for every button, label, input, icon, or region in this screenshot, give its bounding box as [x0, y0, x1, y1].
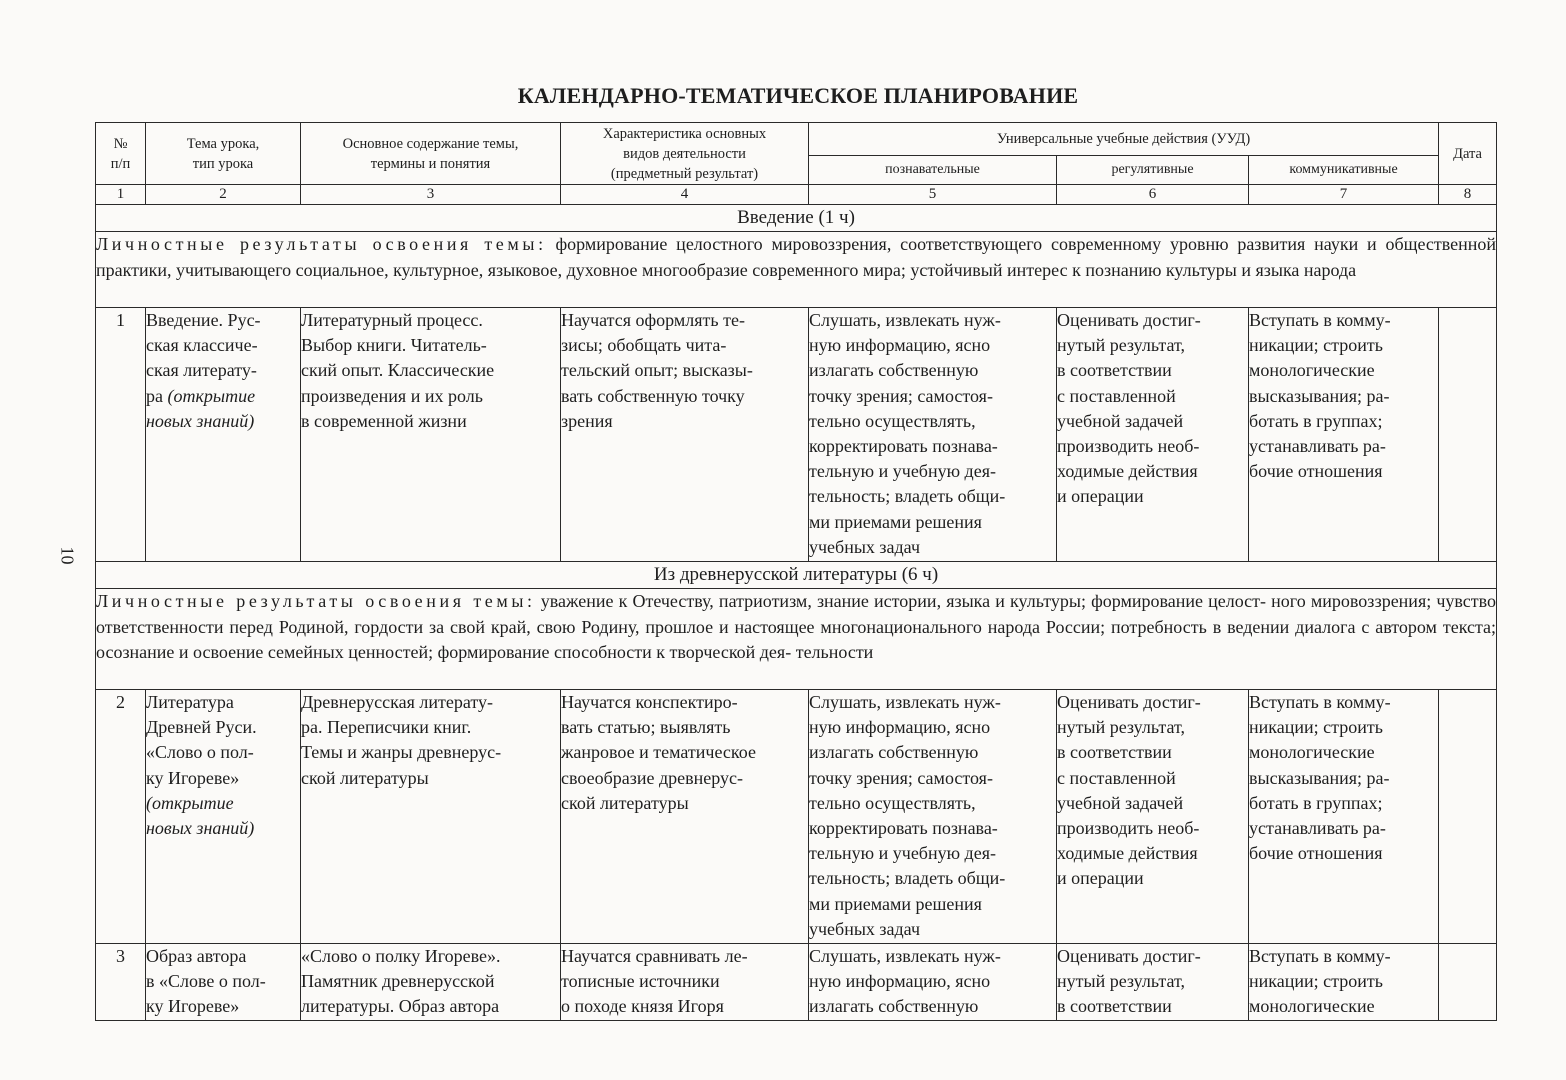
header-topic — [146, 123, 301, 185]
communicative-line: высказывания; ра- — [1249, 385, 1390, 406]
regulatory-line: учебной задачей — [1057, 792, 1184, 813]
content-line: Литературный процесс. — [301, 310, 483, 330]
activity-line: зрения — [561, 410, 613, 431]
personal-results-label: Личностные результаты освоения темы: — [96, 591, 536, 611]
regulatory-line: с поставленной — [1057, 767, 1176, 788]
column-number: 6 — [1057, 185, 1249, 205]
column-number: 3 — [301, 185, 561, 205]
topic-line: ку Игореве» — [146, 767, 240, 788]
topic-line: ра — [146, 385, 168, 406]
communicative-line: бочие отношения — [1249, 461, 1383, 482]
content-line: ской литературы — [301, 767, 429, 788]
communicative-line: Вступать в комму- — [1249, 310, 1391, 330]
header-cognitive: познавательные — [809, 156, 1057, 185]
lesson-content — [301, 944, 561, 1021]
activity-line: ской литературы — [561, 792, 689, 813]
personal-results-text: к познанию культуры и языка народа — [1072, 259, 1357, 280]
content-line: ра. Переписчики книг. — [301, 717, 472, 738]
topic-line: Образ автора — [146, 946, 247, 966]
lesson-cognitive — [809, 944, 1057, 1021]
header-activity-line: видов деятельности — [623, 145, 746, 162]
column-number: 1 — [96, 185, 146, 205]
communicative-line: ботать в группах; — [1249, 410, 1383, 431]
activity-line: Научатся конспектиро- — [561, 692, 738, 712]
lesson-row — [96, 308, 1497, 562]
content-line: в современной жизни — [301, 410, 467, 431]
personal-results-text: тельности — [795, 642, 874, 662]
activity-line: о походе князя Игоря — [561, 996, 724, 1017]
header-activity-line: Характеристика основных — [602, 125, 767, 142]
personal-results — [96, 589, 1497, 690]
cognitive-line: ми приемами решения — [809, 511, 982, 532]
cognitive-line: ми приемами решения — [809, 893, 982, 914]
personal-results-text: формирование целостного мировоззрения, соответствующего современному уровню развития — [546, 234, 1306, 254]
regulatory-line: Оценивать достиг- — [1057, 946, 1201, 966]
header-date: Дата — [1439, 123, 1497, 185]
personal-results-label: Личностные результаты освоения темы: — [96, 234, 547, 254]
cognitive-line: корректировать познава- — [809, 436, 998, 457]
personal-results-text: науки и общественной практики, учитывающего социальное, культурное, языковое, духовное многообразие современного мира; устойчивый интерес — [96, 234, 1497, 280]
cognitive-line: ную информацию, ясно — [809, 717, 991, 738]
regulatory-line: производить необ- — [1057, 436, 1200, 457]
content-line: Древнерусская литерату- — [301, 692, 493, 712]
cognitive-line: ную информацию, ясно — [809, 971, 991, 992]
activity-line: своеобразие древнерус- — [561, 767, 743, 788]
content-line: Темы и жанры древнерус- — [301, 742, 502, 763]
header-content-line: термины и понятия — [370, 155, 491, 172]
activity-line: вать собственную точку — [561, 385, 745, 406]
regulatory-line: с поставленной — [1057, 385, 1176, 406]
lesson-activity — [561, 308, 809, 562]
content-line: «Слово о полку Игореве». — [301, 946, 501, 966]
header-num-line: № — [113, 135, 128, 152]
column-number: 8 — [1439, 185, 1497, 205]
header-content-line: Основное содержание темы, — [342, 135, 519, 152]
topic-line: ская классиче- — [146, 335, 258, 356]
lesson-number: 2 — [96, 690, 146, 944]
lesson-number: 3 — [96, 944, 146, 1021]
communicative-line: устанавливать ра- — [1249, 818, 1386, 839]
activity-line: тельский опыт; высказы- — [561, 360, 753, 381]
column-number: 7 — [1249, 185, 1439, 205]
lesson-regulatory — [1057, 308, 1249, 562]
lesson-type: новых знаний) — [146, 410, 255, 431]
lesson-type: (открытие — [167, 385, 256, 406]
topic-line: Литература — [146, 692, 234, 712]
lesson-type: (открытие — [146, 792, 234, 813]
regulatory-line: в соответствии — [1057, 360, 1172, 381]
lesson-cognitive — [809, 308, 1057, 562]
lesson-date — [1439, 308, 1497, 562]
personal-results-row — [96, 232, 1497, 308]
header-communicative: коммуникативные — [1249, 156, 1439, 185]
regulatory-line: производить необ- — [1057, 818, 1200, 839]
cognitive-line: Слушать, извлекать нуж- — [809, 692, 1001, 712]
planning-table — [95, 122, 1497, 1021]
lesson-row — [96, 944, 1497, 1021]
page-title: КАЛЕНДАРНО-ТЕМАТИЧЕСКОЕ ПЛАНИРОВАНИЕ — [517, 83, 1079, 108]
topic-line: Введение. Рус- — [146, 310, 261, 330]
cognitive-line: учебных задач — [809, 918, 921, 939]
regulatory-line: и операции — [1057, 486, 1144, 507]
content-line: Выбор книги. Читатель- — [301, 335, 487, 356]
lesson-activity — [561, 690, 809, 944]
communicative-line: бочие отношения — [1249, 843, 1383, 864]
lesson-date — [1439, 944, 1497, 1021]
header-uud-group: Универсальные учебные действия (УУД) — [809, 123, 1439, 156]
header-num-line: п/п — [110, 155, 131, 172]
content-line: ский опыт. Классические — [301, 360, 495, 381]
section-heading-row — [96, 205, 1497, 232]
personal-results — [96, 232, 1497, 308]
lesson-topic — [146, 944, 301, 1021]
communicative-line: никации; строить — [1249, 335, 1383, 356]
cognitive-line: тельную и учебную дея- — [809, 843, 996, 864]
cognitive-line: тельную и учебную дея- — [809, 461, 996, 482]
communicative-line: высказывания; ра- — [1249, 767, 1390, 788]
cognitive-line: тельность; владеть общи- — [809, 868, 1006, 889]
cognitive-line: излагать собственную — [809, 996, 979, 1017]
lesson-cognitive — [809, 690, 1057, 944]
cognitive-line: корректировать познава- — [809, 818, 998, 839]
section-heading: Введение (1 ч) — [96, 205, 1497, 232]
lesson-number: 1 — [96, 308, 146, 562]
section-heading: Из древнерусской литературы (6 ч) — [96, 562, 1497, 589]
content-line: произведения и их роль — [301, 385, 483, 406]
topic-line: ская литерату- — [146, 360, 257, 381]
communicative-line: устанавливать ра- — [1249, 436, 1386, 457]
header-topic-line: тип урока — [192, 155, 254, 172]
column-numbers-row — [96, 185, 1497, 205]
header-activity — [561, 123, 809, 185]
header-regulatory: регулятивные — [1057, 156, 1249, 185]
activity-line: вать статью; выявлять — [561, 717, 731, 738]
communicative-line: монологические — [1249, 996, 1375, 1017]
lesson-communicative — [1249, 690, 1439, 944]
cognitive-line: тельно осуществлять, — [809, 792, 976, 813]
header-topic-line: Тема урока, — [186, 135, 260, 152]
regulatory-line: Оценивать достиг- — [1057, 310, 1201, 330]
column-number: 4 — [561, 185, 809, 205]
header-num — [96, 123, 146, 185]
activity-line: зисы; обобщать чита- — [561, 335, 727, 356]
cognitive-line: учебных задач — [809, 536, 921, 557]
communicative-line: никации; строить — [1249, 717, 1383, 738]
regulatory-line: ходимые действия — [1057, 843, 1198, 864]
communicative-line: ботать в группах; — [1249, 792, 1383, 813]
lesson-row — [96, 690, 1497, 944]
activity-line: Научатся сравнивать ле- — [561, 946, 748, 966]
communicative-line: Вступать в комму- — [1249, 946, 1391, 966]
header-activity-line: (предметный результат) — [610, 165, 759, 182]
regulatory-line: нутый результат, — [1057, 717, 1186, 738]
cognitive-line: точку зрения; самостоя- — [809, 385, 993, 406]
lesson-activity — [561, 944, 809, 1021]
communicative-line: Вступать в комму- — [1249, 692, 1391, 712]
cognitive-line: излагать собственную — [809, 742, 979, 763]
regulatory-line: в соответствии — [1057, 996, 1172, 1017]
topic-line: «Слово о пол- — [146, 742, 254, 763]
topic-line: в «Слове о пол- — [146, 971, 266, 992]
regulatory-line: в соответствии — [1057, 742, 1172, 763]
lesson-content — [301, 308, 561, 562]
topic-line: Древней Руси. — [146, 717, 257, 738]
cognitive-line: тельность; владеть общи- — [809, 486, 1006, 507]
lesson-type: новых знаний) — [146, 818, 255, 839]
lesson-topic — [146, 690, 301, 944]
column-number: 5 — [809, 185, 1057, 205]
regulatory-line: нутый результат, — [1057, 971, 1186, 992]
cognitive-line: Слушать, извлекать нуж- — [809, 310, 1001, 330]
regulatory-line: нутый результат, — [1057, 335, 1186, 356]
personal-results-text: России; потребность в ведении диалога с автором текста; осознание и освоение семейных ценностей; формирование способности к творческой дея- — [96, 616, 1497, 662]
section-heading-row — [96, 562, 1497, 589]
cognitive-line: точку зрения; самостоя- — [809, 767, 993, 788]
communicative-line: монологические — [1249, 742, 1375, 763]
activity-line: Научатся оформлять те- — [561, 310, 745, 330]
cognitive-line: Слушать, извлекать нуж- — [809, 946, 1001, 966]
activity-line: тописные источники — [561, 971, 720, 992]
communicative-line: монологические — [1249, 360, 1375, 381]
cognitive-line: излагать собственную — [809, 360, 979, 381]
personal-results-row — [96, 589, 1497, 690]
topic-line: ку Игореве» — [146, 996, 240, 1017]
cognitive-line: тельно осуществлять, — [809, 410, 976, 431]
personal-results-text: уважение к Отечеству, патриотизм, знание истории, языка и культуры; формирование целост- — [535, 591, 1267, 611]
cognitive-line: ную информацию, ясно — [809, 335, 991, 356]
column-number: 2 — [146, 185, 301, 205]
lesson-regulatory — [1057, 690, 1249, 944]
page-number: 10 — [57, 546, 78, 565]
lesson-date — [1439, 690, 1497, 944]
regulatory-line: учебной задачей — [1057, 410, 1184, 431]
regulatory-line: и операции — [1057, 868, 1144, 889]
header-row — [96, 123, 1497, 156]
lesson-content — [301, 690, 561, 944]
lesson-communicative — [1249, 308, 1439, 562]
regulatory-line: ходимые действия — [1057, 461, 1198, 482]
header-content — [301, 123, 561, 185]
activity-line: жанровое и тематическое — [561, 742, 756, 763]
content-line: Памятник древнерусской — [301, 971, 495, 992]
communicative-line: никации; строить — [1249, 971, 1383, 992]
content-line: литературы. Образ автора — [301, 996, 500, 1017]
lesson-topic — [146, 308, 301, 562]
lesson-regulatory — [1057, 944, 1249, 1021]
personal-results-text: ного мировоззрения; чувство ответственности перед Родиной, гордости за свой край, свою Родину, прошлое и настоящее многонационального народа — [96, 591, 1497, 637]
lesson-communicative — [1249, 944, 1439, 1021]
regulatory-line: Оценивать достиг- — [1057, 692, 1201, 712]
